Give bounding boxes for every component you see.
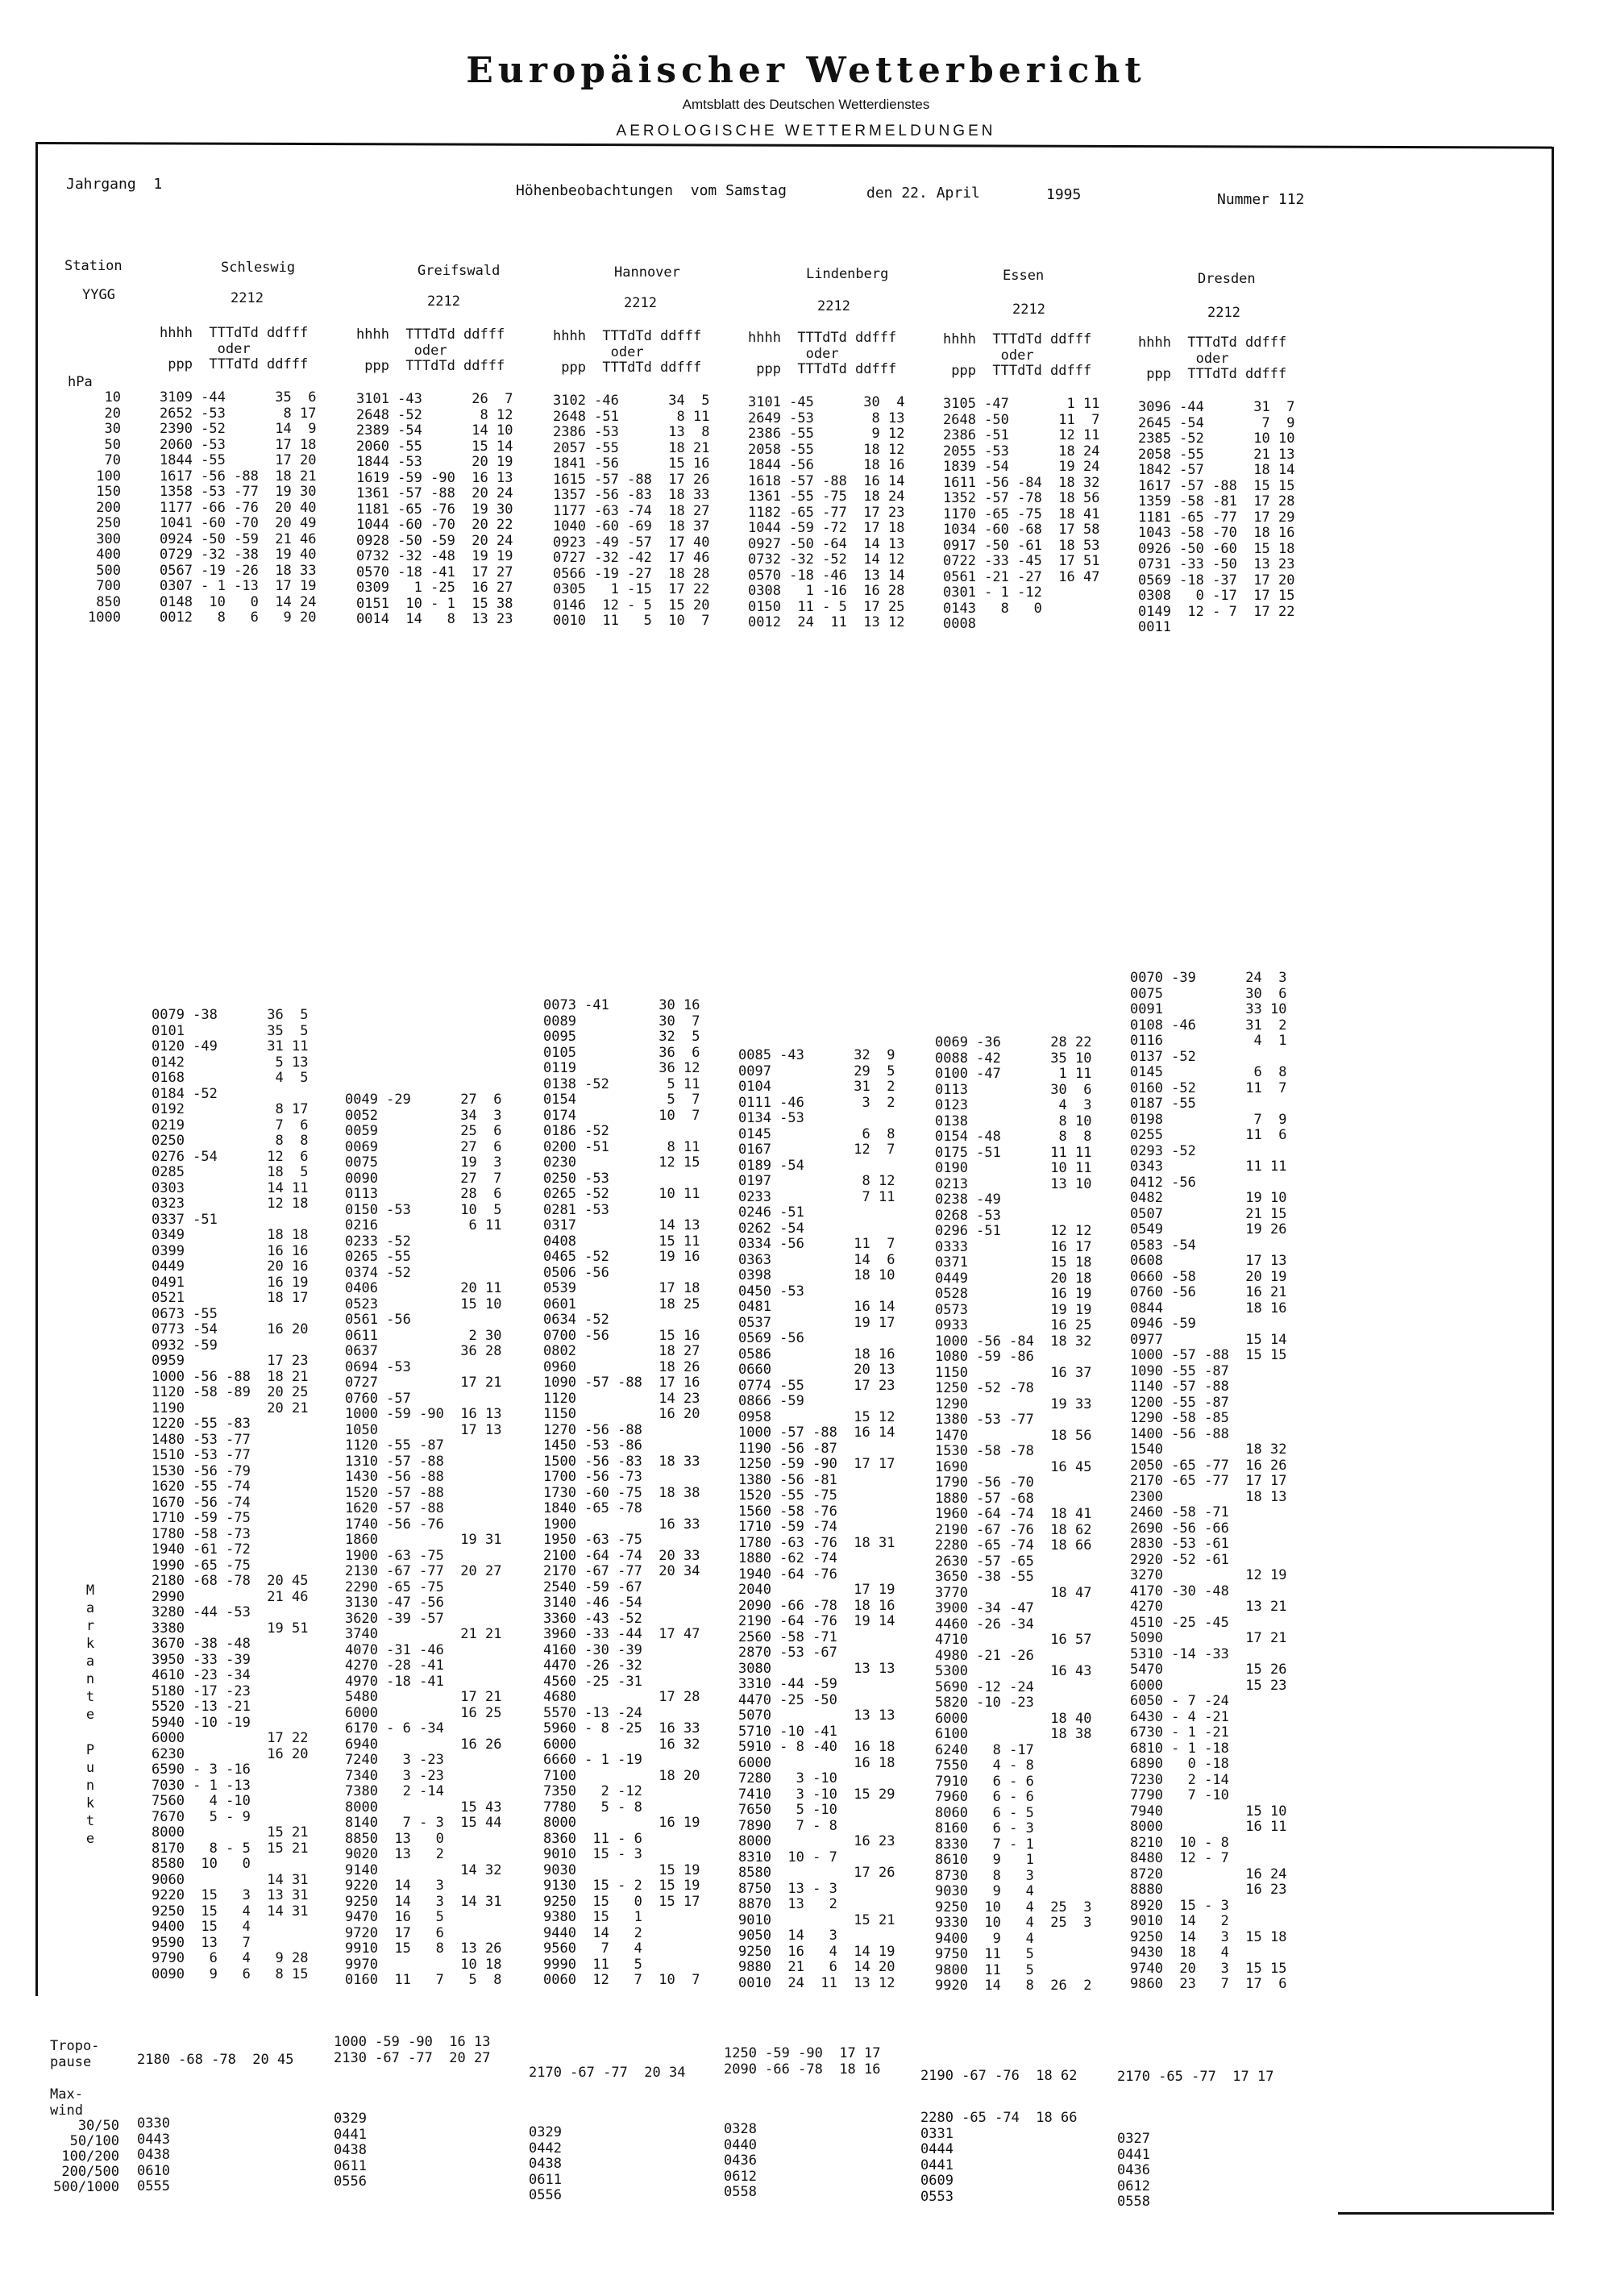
significant-points: 0069 -36 28 22 0088 -42 35 10 0100 -47 1 11 0113 30 6 0123 4 3 0138 8 10 0154 -48 8 8 0175 -51 11 11 0190 10 11 0213 13 10 0238 -49 0268 -53 0296 -51 12 12 0333 16 17 0371 15 18 0449 20 18 0528 16 19 0573 19 19 0933 16 25 1000 -56 -84 18 32 1080 -59 -86 1150 16 37 1250 -52 -78 1290 19 33 1380 -53 -77 1470 18 56 1530 -58 -78 1690 16 45 1790 -56 -70 1880 -57 -68 1960 -64 -74 18 41 2190 -67 -76 18 62 2280 -65 -74 18 66 2630 -57 -65 3650 -38 -55 3770 18 47 3900 -34 -47 4460 -26 -34 4710 16 57 4980 -21 -26 5300 16 43 5690 -12 -24 5820 -10 -23 6000 18 40 6100 18 38 6240 8 -17 7550 4 - 8 7910 6 - 6 7960 6 - 6 8060 6 - 5 8160 6 - 3 8330 7 - 1 8610 9 1 8730 8 3 9030 9 4 9250 10 4 25 3 9330 10 4 25 3 9400 9 4 9750 11 5 9800 11 5 9920 14 8 26 2 [935,1034,1092,1994]
significant-points: 0070 -39 24 3 0075 30 6 0091 33 10 0108 -46 31 2 0116 4 1 0137 -52 0145 6 8 0160 -52 11 7 0187 -55 0198 7 9 0255 11 6 0293 -52 0343 11 11 0412 -56 0482 19 10 0507 21 15 0549 19 26 0583 -54 0608 17 13 0660 -58 20 19 0760 -56 16 21 0844 18 16 0946 -59 0977 15 14 1000 -57 -88 15 15 1090 -55 -87 1140 -57 -88 1200 -55 -87 1290 -58 -85 1400 -56 -88 1540 18 32 2050 -65 -77 16 26 2170 -65 -77 17 17 2300 18 13 2460 -58 -71 2690 -56 -66 2830 -53 -61 2920 -52 -61 3270 12 19 4170 -30 -48 4270 13 21 4510 -25 -45 5090 17 21 5310 -14 -33 5470 15 26 6000 15 23 6050 - 7 -24 6430 - 4 -21 6730 - 1 -21 6810 - 1 -18 6890 0 -18 7230 2 -14 7790 7 -10 7940 15 10 8000 16 11 8210 10 - 8 8480 12 - 7 8720 16 24 8880 16 23 8920 15 - 3 9010 14 2 9250 14 3 15 18 9430 18 4 9740 20 3 15 15 9860 23 7 17 6 [1130,970,1287,1992]
maxwind-data: 0328 0440 0436 0612 0558 [724,2121,757,2200]
maxwind-data: 0329 0442 0438 0611 0556 [529,2124,562,2203]
standard-levels: 3105 -47 1 11 2648 -50 11 7 2386 -51 12 11 2055 -53 18 24 1839 -54 19 24 1611 -56 -84 18 32 1352 -57 -78 18 56 1170 -65 -75 18 41 1034 -60 -68 17 58 0917 -50 -61 18 53 0722 -33 -45 17 51 0561 -21 -27 16 47 0301 - 1 -12 0143 8 0 0008 [943,396,1100,632]
standard-levels: 3101 -45 30 4 2649 -53 8 13 2386 -55 9 12 2058 -55 18 12 1844 -56 18 16 1618 -57 -88 16 14 1361 -55 -75 18 24 1182 -65 -77 17 23 1044 -59 -72 17 18 0927 -50 -64 14 13 0732 -32 -52 14 12 0570 -18 -46 13 14 0308 1 -16 16 28 0150 11 - 5 17 25 0012 24 11 13 12 [748,394,905,630]
column-header: hhhh TTTdTd ddfff oder ppp TTTdTd ddfff [356,327,505,374]
marked-points-letter: a [85,1653,95,1670]
station-name: Essen [1003,268,1045,284]
station-label: Station [64,258,123,274]
marked-points-letter: t [85,1689,95,1705]
standard-levels: 3102 -46 34 5 2648 -51 8 11 2386 -53 13 8 2057 -55 18 21 1841 -56 15 16 1615 -57 -88 17 26 1357 -56 -83 18 33 1177 -63 -74 18 27 1040 -60 -69 18 37 0923 -49 -57 17 40 0727 -32 -42 17 46 0566 -19 -27 18 28 0305 1 -15 17 22 0146 12 - 5 15 20 0010 11 5 10 7 [553,393,710,629]
tropopause-data: 2190 -67 -76 18 62 [920,2068,1078,2084]
marked-points-letter: t [85,1813,95,1829]
pressure-levels: 10 20 30 50 70 100 150 200 250 300 400 500 700 850 1000 [88,389,121,626]
column-header: hhhh TTTdTd ddfff oder ppp TTTdTd ddfff [748,330,897,377]
frame-bottom-rule [1338,2212,1554,2215]
observation-label: Höhenbeobachtungen vom Samstag [516,182,787,199]
document-subtitle: Amtsblatt des Deutschen Wetterdienstes [682,97,930,112]
tropopause-data: 1250 -59 -90 17 17 2090 -66 -78 18 16 [724,2045,881,2078]
station-name: Lindenberg [806,266,889,282]
section-title: AEROLOGISCHE WETTERMELDUNGEN [616,123,996,139]
marked-points-letter: e [85,1707,95,1723]
marked-points-letter: k [85,1795,95,1811]
column-header: hhhh TTTdTd ddfff oder ppp TTTdTd ddfff [943,331,1092,379]
tropopause-data: 2180 -68 -78 20 45 [137,2052,294,2068]
column-header: hhhh TTTdTd ddfff oder ppp TTTdTd ddfff [160,325,309,372]
station-time: 2212 [231,290,264,306]
maxwind-data: 0329 0441 0438 0611 0556 [334,2111,367,2190]
maxwind-data: 0327 0441 0436 0612 0558 [1117,2131,1150,2210]
maxwind-layers: 30/50 50/100 100/200 200/500 500/1000 [53,2118,119,2195]
station-name: Greifswald [418,263,501,279]
marked-points-letter: r [85,1618,95,1634]
tropopause-data: 2170 -67 -77 20 34 [529,2065,686,2081]
marked-points-letter: P [85,1742,95,1758]
station-time: 2212 [1207,305,1240,321]
maxwind-data: 2280 -65 -74 18 66 0331 0444 0441 0609 0553 [920,2110,1078,2205]
marked-points-letter: M [85,1583,95,1599]
column-header: hhhh TTTdTd ddfff oder ppp TTTdTd ddfff [553,328,702,376]
issue-number: Nummer 112 [1217,191,1305,208]
marked-points-letter: n [85,1778,95,1794]
document-title: Europäischer Wetterbericht [466,50,1146,91]
significant-points: 0079 -38 36 5 0101 35 5 0120 -49 31 11 0142 5 13 0168 4 5 0184 -52 0192 8 17 0219 7 6 0250 8 8 0276 -54 12 6 0285 18 5 0303 14 11 0323 12 18 0337 -51 0349 18 18 0399 16 16 0449 20 16 0491 16 19 0521 18 17 0673 -55 0773 -54 16 20 0932 -59 0959 17 23 1000 -56 -88 18 21 1120 -58 -89 20 25 1190 20 21 1220 -55 -83 1480 -53 -77 1510 -53 -77 1530 -56 -79 1620 -55 -74 1670 -56 -74 1710 -59 -75 1780 -58 -73 1940 -61 -72 1990 -65 -75 2180 -68 -78 20 45 2990 21 46 3280 -44 -53 3380 19 51 3670 -38 -48 3950 -33 -39 4610 -23 -34 5180 -17 -23 5520 -13 -21 5940 -10 -19 6000 17 22 6230 16 20 6590 - 3 -16 7030 - 1 -13 7560 4 -10 7670 5 - 9 8000 15 21 8170 8 - 5 15 21 8580 10 0 9060 14 31 9220 15 3 13 31 9250 15 4 14 31 9400 15 4 9590 13 7 9790 6 4 9 28 0090 9 6 8 15 [152,1007,309,1982]
significant-points: 0073 -41 30 16 0089 30 7 0095 32 5 0105 36 6 0119 36 12 0138 -52 5 11 0154 5 7 0174 10 7 0186 -52 0200 -51 8 11 0230 12 15 0250 -53 0265 -52 10 11 0281 -53 0317 14 13 0408 15 11 0465 -52 19 16 0506 -56 0539 17 18 0601 18 25 0634 -52 0700 -56 15 16 0802 18 27 0960 18 26 1090 -57 -88 17 16 1120 14 23 1150 16 20 1270 -56 -88 1450 -53 -86 1500 -56 -83 18 33 1700 -56 -73 1730 -60 -75 18 38 1840 -65 -78 1900 16 33 1950 -63 -75 2100 -64 -74 20 33 2170 -67 -77 20 34 2540 -59 -67 3140 -46 -54 3360 -43 -52 3960 -33 -44 17 47 4160 -30 -39 4470 -26 -32 4560 -25 -31 4680 17 28 5570 -13 -24 5960 - 8 -25 16 33 6000 16 32 6660 - 1 -19 7100 18 20 7350 2 -12 7780 5 - 8 8000 16 19 8360 11 - 6 9010 15 - 3 9030 15 19 9130 15 - 2 15 19 9250 15 0 15 17 9380 15 1 9440 14 2 9560 7 4 9990 11 5 0060 12 7 10 7 [543,997,700,1988]
yygg-label: YYGG [82,287,115,303]
station-name: Hannover [614,264,680,281]
standard-levels: 3096 -44 31 7 2645 -54 7 9 2385 -52 10 10 2058 -55 21 13 1842 -57 18 14 1617 -57 -88 15 15 1359 -58 -81 17 28 1181 -65 -77 17 29 1043 -58 -70 18 16 0926 -50 -60 15 18 0731 -33 -50 13 23 0569 -18 -37 17 20 0308 0 -17 17 15 0149 12 - 7 17 22 0011 [1138,399,1295,635]
station-name: Schleswig [221,260,296,276]
frame-left-rule [35,142,38,1996]
tropopause-label: Tropo- pause [50,2038,100,2070]
date-label: den 22. April [866,185,980,202]
maxwind-label: Max- wind [50,2086,83,2119]
standard-levels: 3109 -44 35 6 2652 -53 8 17 2390 -52 14 9 2060 -53 17 18 1844 -55 17 20 1617 -56 -88 18 21 1358 -53 -77 19 30 1177 -66 -76 20 40 1041 -60 -70 20 49 0924 -50 -59 21 46 0729 -32 -38 19 40 0567 -19 -26 18 33 0307 - 1 -13 17 19 0148 10 0 14 24 0012 8 6 9 20 [160,389,317,626]
frame-right-rule [1552,147,1554,2211]
marked-points-letter: n [85,1671,95,1687]
standard-levels: 3101 -43 26 7 2648 -52 8 12 2389 -54 14 10 2060 -55 15 14 1844 -53 20 19 1619 -59 -90 16 13 1361 -57 -88 20 24 1181 -65 -76 19 30 1044 -60 -70 20 22 0928 -50 -59 20 24 0732 -32 -48 19 19 0570 -18 -41 17 27 0309 1 -25 16 27 0151 10 - 1 15 38 0014 14 8 13 23 [356,391,513,627]
station-name: Dresden [1198,271,1256,287]
marked-points-letter: e [85,1831,95,1847]
column-header: hhhh TTTdTd ddfff oder ppp TTTdTd ddfff [1138,335,1287,382]
marked-points-letter: a [85,1600,95,1616]
significant-points: 0049 -29 27 6 0052 34 3 0059 25 6 0069 27 6 0075 19 3 0090 27 7 0113 28 6 0150 -53 10 5 0216 6 11 0233 -52 0265 -55 0374 -52 0406 20 11 0523 15 10 0561 -56 0611 2 30 0637 36 28 0694 -53 0727 17 21 0760 -57 1000 -59 -90 16 13 1050 17 13 1120 -55 -87 1310 -57 -88 1430 -56 -88 1520 -57 -88 1620 -57 -88 1740 -56 -76 1860 19 31 1900 -63 -75 2130 -67 -77 20 27 2290 -65 -75 3130 -47 -56 3620 -39 -57 3740 21 21 4070 -31 -46 4270 -28 -41 4970 -18 -41 5480 17 21 6000 16 25 6170 - 6 -34 6940 16 26 7240 3 -23 7340 3 -23 7380 2 -14 8000 15 43 8140 7 - 3 15 44 8850 13 0 9020 13 2 9140 14 32 9220 14 3 9250 14 3 14 31 9470 16 5 9720 17 6 9910 15 8 13 26 9970 10 18 0160 11 7 5 8 [345,1092,502,1988]
station-time: 2212 [427,293,460,310]
tropopause-data: 2170 -65 -77 17 17 [1117,2069,1274,2085]
marked-points-letter: u [85,1760,95,1776]
station-time: 2212 [624,295,657,311]
hpa-label: hPa [68,374,93,390]
frame-top-rule [37,142,1552,149]
jahrgang-label: Jahrgang 1 [66,176,163,193]
station-time: 2212 [1012,302,1045,318]
tropopause-data: 1000 -59 -90 16 13 2130 -67 -77 20 27 [334,2034,491,2066]
station-time: 2212 [817,298,850,314]
year-label: 1995 [1046,186,1082,203]
significant-points: 0085 -43 32 9 0097 29 5 0104 31 2 0111 -46 3 2 0134 -53 0145 6 8 0167 12 7 0189 -54 0197 8 12 0233 7 11 0246 -51 0262 -54 0334 -56 11 7 0363 14 6 0398 18 10 0450 -53 0481 16 14 0537 19 17 0569 -56 0586 18 16 0660 20 13 0774 -55 17 23 0866 -59 0958 15 12 1000 -57 -88 16 14 1190 -56 -87 1250 -59 -90 17 17 1380 -56 -81 1520 -55 -75 1560 -58 -76 1710 -59 -74 1780 -63 -76 18 31 1880 -62 -74 1940 -64 -76 2040 17 19 2090 -66 -78 18 16 2190 -64 -76 19 14 2560 -58 -71 2870 -53 -67 3080 13 13 3310 -44 -59 4470 -25 -50 5070 13 13 5710 -10 -41 5910 - 8 -40 16 18 6000 16 18 7280 3 -10 7410 3 -10 15 29 7650 5 -10 7890 7 - 8 8000 16 23 8310 10 - 7 8580 17 26 8750 13 - 3 8870 13 2 9010 15 21 9050 14 3 9250 16 4 14 19 9880 21 6 14 20 0010 24 11 13 12 [738,1047,895,1991]
maxwind-data: 0330 0443 0438 0610 0555 [137,2115,170,2194]
marked-points-letter: k [85,1636,95,1652]
